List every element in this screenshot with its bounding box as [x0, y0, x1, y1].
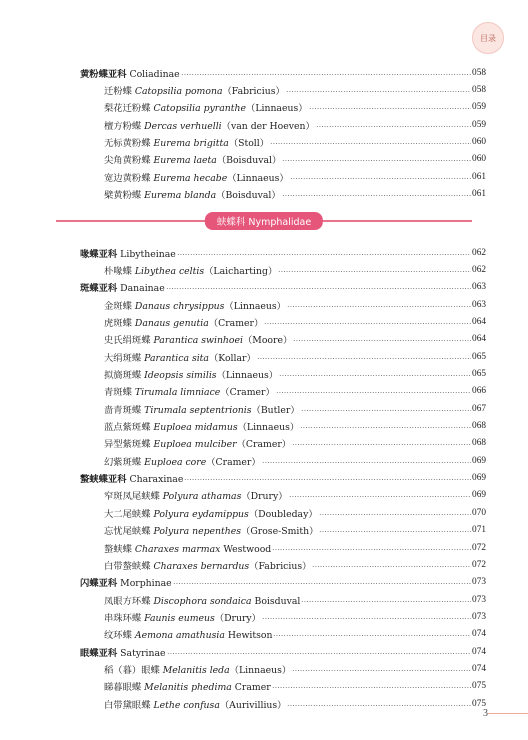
toc-entry-title [104, 488, 288, 502]
dot-leader [262, 461, 471, 464]
page-number: 3 [483, 708, 488, 719]
latin-name: Coliadinae [129, 68, 180, 80]
chinese-name: 虎斑蝶 [104, 318, 132, 330]
toc-entry-species[interactable] [80, 168, 486, 185]
author-name: （Stoll） [228, 138, 270, 150]
chinese-name: 纹环蝶 [104, 630, 132, 642]
toc-entry-subfamily[interactable] [80, 279, 486, 296]
toc-entry-title [104, 350, 256, 364]
author-name: （Linnaeus） [229, 664, 292, 676]
toc-entry-species[interactable] [80, 151, 486, 168]
toc-entry-title [104, 367, 278, 381]
toc-entry-species[interactable] [80, 99, 486, 116]
toc-entry-title [104, 541, 271, 555]
dot-leader [166, 287, 471, 290]
page-ref: 058 [472, 67, 486, 78]
toc-entry-species[interactable] [80, 504, 486, 521]
toc-entry-title [104, 118, 315, 132]
latin-name: Lethe confusa [153, 699, 220, 711]
toc-entry-species[interactable] [80, 348, 486, 365]
chinese-name: 凤眼方环蝶 [104, 595, 151, 607]
page-ref: 070 [472, 507, 486, 518]
author-name: Westwood [220, 543, 272, 555]
chinese-name: 蓝点紫斑蝶 [104, 422, 151, 434]
chinese-name: 大二尾蛱蝶 [104, 508, 151, 520]
toc-entry-title [104, 662, 291, 676]
dot-leader [270, 142, 471, 145]
author-name: （Linnaeus） [227, 172, 289, 184]
author-name: （Cramer） [206, 456, 261, 468]
author-name: （van der Hoeven） [221, 120, 315, 132]
chinese-name: 斑蝶亚科 [80, 283, 118, 295]
chinese-name: 檗黄粉蝶 [104, 190, 142, 202]
dot-leader [173, 582, 471, 585]
dot-leader [181, 73, 471, 76]
toc-entry-title [104, 679, 271, 693]
toc-entry-title [80, 66, 180, 80]
latin-name: Polyura eydamippus [153, 508, 249, 520]
toc-entry-species[interactable] [80, 81, 486, 98]
page-ref: 073 [472, 577, 486, 588]
latin-name: Danaus chrysippus [134, 300, 225, 312]
latin-name: Melanitis leda [162, 664, 230, 676]
author-name: （Linnaeus） [224, 300, 286, 312]
chinese-name: 金斑蝶 [104, 300, 132, 312]
toc-entry-title [104, 187, 281, 201]
page-ref: 059 [472, 119, 486, 130]
latin-name: Euploea core [144, 456, 207, 468]
page-ref: 068 [472, 438, 486, 449]
toc-entry-title [80, 246, 176, 260]
toc-entry-species[interactable] [80, 522, 486, 539]
chinese-name: 睇暮眼蝶 [104, 682, 142, 694]
author-name: （Kollar） [208, 352, 256, 364]
latin-name: Charaxes marmax [134, 543, 221, 555]
page-ref: 066 [472, 386, 486, 397]
dot-leader [293, 339, 471, 342]
latin-name: Euploea midamus [153, 422, 238, 434]
dot-leader [300, 426, 471, 429]
page-ref: 062 [472, 265, 486, 276]
author-name: （Linnaeus） [237, 422, 300, 434]
latin-name: Parantica swinhoei [153, 335, 243, 347]
page-ref: 067 [472, 403, 486, 414]
page-ref: 074 [472, 663, 486, 674]
chinese-name: 异型紫斑蝶 [104, 439, 151, 451]
toc-entry-species[interactable] [80, 400, 486, 417]
page-ref: 063 [472, 282, 486, 293]
latin-name: Ideopsis similis [144, 370, 217, 382]
dot-leader [286, 90, 471, 93]
author-name: （Doubleday） [248, 508, 318, 520]
chinese-name: 迁粉蝶 [104, 86, 132, 98]
page-ref: 069 [472, 490, 486, 501]
chinese-name: 拟旖斑蝶 [104, 370, 142, 382]
page-ref: 075 [472, 681, 486, 692]
toc-entry-title [104, 523, 318, 537]
toc-entry-species[interactable] [80, 539, 486, 556]
chinese-name: 眼蝶亚科 [80, 647, 118, 659]
toc-entry-title [104, 332, 292, 346]
toc-entry-subfamily[interactable] [80, 469, 486, 486]
latin-name: Tirumala septentrionis [144, 404, 252, 416]
dot-leader [276, 391, 471, 394]
toc-entry-title [80, 471, 183, 485]
page-ref: 062 [472, 247, 486, 258]
toc-entry-species[interactable] [80, 452, 486, 469]
toc-entry-species[interactable] [80, 435, 486, 452]
latin-name: Tirumala limniace [134, 387, 221, 399]
footer-accent-line [488, 713, 528, 714]
dot-leader [257, 357, 471, 360]
toc-entry-species[interactable] [80, 695, 486, 712]
toc-entry-title [104, 419, 299, 433]
chinese-name: 忘忧尾蛱蝶 [104, 526, 151, 538]
page-ref: 065 [472, 369, 486, 380]
toc-entry-species[interactable] [80, 417, 486, 434]
chinese-name: 尖角黄粉蝶 [104, 155, 151, 167]
dot-leader [287, 305, 471, 308]
toc-list-pieridae [80, 64, 486, 203]
chinese-name: 白带螯蛱蝶 [104, 560, 151, 572]
page-ref: 075 [472, 698, 486, 709]
chinese-name: 黄粉蝶亚科 [80, 68, 127, 80]
toc-entry-title [80, 575, 172, 589]
dot-leader [264, 322, 471, 325]
author-name: Cramer [231, 682, 271, 694]
toc-entry-title [104, 298, 286, 312]
toc-entry-title [80, 645, 166, 659]
toc-list-nymphalidae [80, 244, 486, 712]
page-ref: 061 [472, 171, 486, 182]
chinese-name: 稻（暮）眼蝶 [104, 664, 160, 676]
toc-entry-species[interactable] [80, 591, 486, 608]
page-ref: 059 [472, 102, 486, 113]
page-ref: 072 [472, 559, 486, 570]
chinese-name: 螯蛱蝶亚科 [80, 474, 127, 486]
chinese-name: 螯蛱蝶 [104, 543, 132, 555]
latin-name: Dercas verhuelli [144, 120, 222, 132]
dot-leader [316, 125, 471, 128]
latin-name: Aemona amathusia [134, 630, 225, 642]
toc-entry-subfamily[interactable] [80, 643, 486, 660]
latin-name: Catopsilia pomona [134, 86, 223, 98]
chinese-name: 檀方粉蝶 [104, 120, 142, 132]
author-name: （Linnaeus） [246, 103, 308, 115]
latin-name: Eurema blanda [144, 190, 217, 202]
latin-name: Charaxes bernardus [153, 560, 250, 572]
toc-entry-species[interactable] [80, 261, 486, 278]
latin-name: Euploea mulciber [153, 439, 237, 451]
toc-entry-title [104, 454, 261, 468]
page-ref: 073 [472, 594, 486, 605]
toc-entry-species[interactable] [80, 296, 486, 313]
dot-leader [319, 530, 471, 533]
page-ref: 071 [472, 525, 486, 536]
dot-leader [289, 495, 472, 498]
toc-entry-title [104, 315, 263, 329]
page-ref: 073 [472, 611, 486, 622]
dot-leader [272, 548, 471, 551]
dot-leader [309, 107, 472, 110]
author-name: （Fabricius） [222, 86, 285, 98]
latin-name: Parantica sita [144, 352, 209, 364]
dot-leader [273, 634, 471, 637]
toc-entry-title [104, 593, 300, 607]
author-name: （Boisduval） [216, 190, 281, 202]
chinese-name: 青斑蝶 [104, 387, 132, 399]
author-name: （Laicharting） [204, 266, 278, 278]
toc-entry-title [104, 610, 261, 624]
chinese-name: 窄斑凤尾蛱蝶 [104, 491, 160, 503]
chinese-name: 无标黄粉蝶 [104, 138, 151, 150]
section-title-nymphalidae: 蛱蝶科 Nymphalidae [205, 212, 323, 230]
author-name: （Cramer） [236, 439, 292, 451]
chinese-name: 朴喙蝶 [104, 266, 132, 278]
page-ref: 060 [472, 137, 486, 148]
latin-name: Danainae [120, 283, 165, 295]
toc-entry-species[interactable] [80, 116, 486, 133]
toc-entry-title [104, 152, 281, 166]
dot-leader [282, 159, 471, 162]
dot-leader [278, 270, 471, 273]
toc-entry-species[interactable] [80, 331, 486, 348]
dot-leader [301, 600, 471, 603]
dot-leader [282, 194, 471, 197]
author-name: （Grose-Smith） [241, 526, 319, 538]
toc-entry-species[interactable] [80, 313, 486, 330]
toc-entry-title [104, 83, 285, 97]
toc-entry-title [104, 402, 300, 416]
toc-entry-species[interactable] [80, 365, 486, 382]
toc-entry-species[interactable] [80, 487, 486, 504]
author-name: （Drury） [241, 491, 288, 503]
dot-leader [167, 652, 472, 655]
chinese-name: 啬青斑蝶 [104, 404, 142, 416]
chinese-name: 串珠环蝶 [104, 612, 142, 624]
latin-name: Libytheinae [120, 248, 176, 260]
author-name: （Boisduval） [216, 155, 282, 167]
latin-name: Eurema laeta [153, 155, 217, 167]
toc-entry-species[interactable] [80, 660, 486, 677]
toc-entry-title [104, 170, 289, 184]
latin-name: Polyura athamas [162, 491, 242, 503]
page-ref: 074 [472, 629, 486, 640]
toc-entry-species[interactable] [80, 626, 486, 643]
latin-name: Catopsilia pyranthe [153, 103, 247, 115]
author-name: （Moore） [243, 335, 293, 347]
dot-leader [292, 443, 471, 446]
toc-entry-title [104, 436, 291, 450]
page-ref: 064 [472, 334, 486, 345]
dot-leader [262, 617, 471, 620]
chinese-name: 梨花迁粉蝶 [104, 103, 151, 115]
chinese-name: 喙蝶亚科 [80, 248, 118, 260]
toc-entry-title [104, 135, 269, 149]
dot-leader [319, 513, 471, 516]
page-ref: 063 [472, 299, 486, 310]
latin-name: Melanitis phedima [144, 682, 232, 694]
author-name: （Aurivillius） [219, 699, 287, 711]
chinese-name: 宽边黄粉蝶 [104, 172, 151, 184]
author-name: （Butler） [251, 404, 300, 416]
toc-entry-title [80, 280, 165, 294]
latin-name: Discophora sondaica [153, 595, 252, 607]
dot-leader [287, 704, 471, 707]
toc-entry-subfamily[interactable] [80, 574, 486, 591]
latin-name: Morphinae [120, 578, 172, 590]
latin-name: Eurema hecabe [153, 172, 228, 184]
toc-menu-label: 目录 [480, 33, 496, 43]
author-name: Boisduval [251, 595, 301, 607]
toc-entry-title [104, 697, 286, 711]
page-ref: 069 [472, 473, 486, 484]
toc-entry-species[interactable] [80, 133, 486, 150]
author-name: （Linnaeus） [216, 370, 279, 382]
dot-leader [301, 409, 471, 412]
author-name: （Cramer） [208, 318, 264, 330]
chinese-name: 闪蝶亚科 [80, 578, 118, 590]
author-name: （Drury） [214, 612, 261, 624]
page-ref: 069 [472, 455, 486, 466]
latin-name: Libythea celtis [134, 266, 205, 278]
dot-leader [184, 478, 471, 481]
page-ref: 060 [472, 154, 486, 165]
page-ref: 074 [472, 646, 486, 657]
page-ref: 064 [472, 317, 486, 328]
latin-name: Polyura nepenthes [153, 526, 242, 538]
chinese-name: 白带黛眼蝶 [104, 699, 151, 711]
toc-entry-title [104, 263, 277, 277]
page-ref: 065 [472, 351, 486, 362]
toc-entry-species[interactable] [80, 383, 486, 400]
toc-entry-title [104, 384, 275, 398]
page-ref: 068 [472, 421, 486, 432]
latin-name: Charaxinae [129, 474, 184, 486]
dot-leader [290, 177, 471, 180]
latin-name: Danaus genutia [134, 318, 209, 330]
toc-entry-species[interactable] [80, 678, 486, 695]
author-name: Hewitson [224, 630, 273, 642]
chinese-name: 大绢斑蝶 [104, 352, 142, 364]
section-divider [56, 213, 472, 229]
author-name: （Fabricius） [249, 560, 312, 572]
toc-entry-subfamily[interactable] [80, 64, 486, 81]
dot-leader [272, 686, 471, 689]
page-ref: 072 [472, 542, 486, 553]
toc-entry-species[interactable] [80, 608, 486, 625]
toc-menu-badge[interactable] [472, 22, 504, 54]
latin-name: Satyrinae [120, 647, 166, 659]
toc-entry-title [104, 100, 308, 114]
toc-entry-species[interactable] [80, 185, 486, 202]
latin-name: Eurema brigitta [153, 138, 229, 150]
toc-entry-species[interactable] [80, 556, 486, 573]
toc-entry-title [104, 506, 318, 520]
page-ref: 058 [472, 85, 486, 96]
page-ref: 061 [472, 189, 486, 200]
toc-entry-title [104, 627, 272, 641]
toc-entry-title [104, 558, 311, 572]
dot-leader [177, 253, 471, 256]
latin-name: Faunis eumeus [144, 612, 215, 624]
chinese-name: 幻紫斑蝶 [104, 456, 142, 468]
toc-entry-subfamily[interactable] [80, 244, 486, 261]
dot-leader [312, 565, 471, 568]
dot-leader [292, 669, 471, 672]
author-name: （Cramer） [220, 387, 275, 399]
chinese-name: 史氏绢斑蝶 [104, 335, 151, 347]
dot-leader [279, 374, 471, 377]
